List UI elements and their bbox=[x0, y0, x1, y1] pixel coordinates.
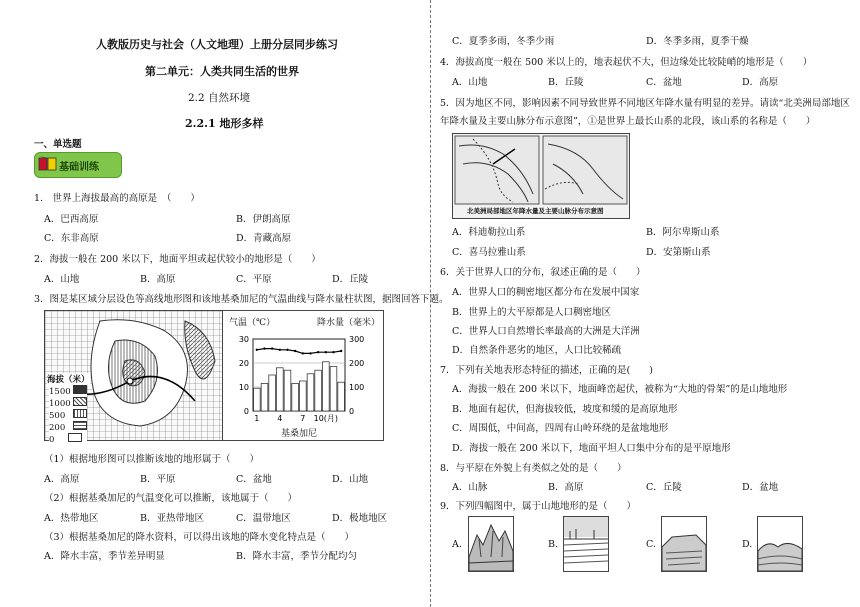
precip-bar bbox=[338, 382, 345, 411]
q3-climate-chart bbox=[222, 310, 384, 441]
subsection-title: 2.2.1 地形多样 bbox=[185, 117, 264, 130]
temperature-point bbox=[279, 349, 281, 351]
y-right-tick-label: 200 bbox=[349, 359, 365, 368]
precip-bar bbox=[323, 362, 330, 411]
q1-option-b[interactable]: B．伊朗高原 bbox=[236, 214, 291, 225]
q3-stem: 3．图是某区域分层设色等高线地形图和该地基桑加尼的气温曲线与降水量柱状图，据图回答下题。 bbox=[34, 294, 449, 305]
q3-sub1: （1）根据地形图可以推断该地的地形属于（ ） bbox=[44, 454, 260, 465]
precip-bar bbox=[315, 370, 322, 411]
unit-title: 第二单元：人类共同生活的世界 bbox=[145, 65, 299, 78]
q8-option-c[interactable]: C．丘陵 bbox=[646, 482, 682, 493]
precip-bar bbox=[307, 374, 314, 411]
q7-stem: 7．下列有关地表形态特征的描述，正确的是( ) bbox=[440, 365, 653, 376]
q3-sub3-option-d[interactable]: D．冬季多雨，夏季干燥 bbox=[646, 36, 749, 47]
q3-sub3-option-b[interactable]: B．降水丰富，季节分配均匀 bbox=[236, 551, 357, 562]
q6-stem: 6．关于世界人口的分布，叙述正确的是（ ） bbox=[440, 267, 646, 278]
precip-bar bbox=[269, 375, 276, 411]
q6-option-c[interactable]: C．世界人口自然增长率最高的大洲是大洋洲 bbox=[452, 326, 640, 337]
temperature-point bbox=[294, 350, 296, 352]
q7-option-b[interactable]: B．地面有起伏，但海拔较低，坡度和缓的是高原地形 bbox=[452, 404, 678, 415]
legend-item: 1000 bbox=[49, 397, 87, 409]
legend-item: 1500 bbox=[49, 385, 87, 397]
q1-option-a[interactable]: A．巴西高原 bbox=[44, 214, 99, 225]
q5-stem-line2: 年降水量及主要山脉分布示意图”，①是世界上最长山系的北段，该山系的名称是（ ） bbox=[440, 116, 816, 127]
q3-sub2-option-d[interactable]: D．极地地区 bbox=[332, 513, 388, 524]
q8-option-a[interactable]: A．山脉 bbox=[452, 482, 488, 493]
doc-title: 人教版历史与社会（人文地理）上册分层同步练习 bbox=[96, 38, 338, 51]
part-heading: 一、单选题 bbox=[34, 139, 82, 150]
book-icon bbox=[38, 155, 58, 173]
y-right-tick-label: 300 bbox=[349, 335, 365, 344]
temperature-point bbox=[325, 351, 327, 353]
hill-sketch-icon bbox=[758, 517, 802, 571]
chart-caption: 基桑加尼 bbox=[281, 429, 318, 439]
q4-option-a[interactable]: A．山地 bbox=[452, 77, 488, 88]
q4-option-b[interactable]: B．丘陵 bbox=[548, 77, 584, 88]
q5-option-b[interactable]: B．阿尔卑斯山系 bbox=[646, 227, 720, 238]
q3-sub3: （3）根据基桑加尼的降水资料，可以得出该地的降水变化特点是（ ） bbox=[44, 532, 355, 543]
badge-label: 基础训练 bbox=[59, 162, 99, 173]
temperature-point bbox=[332, 351, 334, 353]
y-right-tick-label: 100 bbox=[349, 383, 365, 392]
temperature-point bbox=[286, 349, 288, 351]
q9-image-d[interactable] bbox=[757, 516, 803, 572]
q9-stem: 9．下列四幅图中，属于山地地形的是（ ） bbox=[440, 501, 637, 512]
q5-option-c[interactable]: C．喜马拉雅山系 bbox=[452, 247, 526, 258]
precip-bar bbox=[261, 383, 268, 411]
q9-image-c[interactable] bbox=[661, 516, 707, 572]
q4-option-d[interactable]: D．高原 bbox=[742, 77, 779, 88]
q9-image-a[interactable] bbox=[468, 516, 514, 572]
legend-item: 0 bbox=[49, 433, 87, 445]
q4-stem: 4．海拔高度一般在 500 米以上的，地表起伏不大，但边缘处比较陡峭的地形是（ ） bbox=[440, 57, 813, 68]
q3-sub1-option-b[interactable]: B．平原 bbox=[140, 474, 176, 485]
plateau-sketch-icon bbox=[662, 517, 706, 571]
plain-sketch-icon bbox=[564, 517, 608, 571]
q7-option-d[interactable]: D．海拔一般在 200 米以下，地面平坦人口集中分布的是平原地形 bbox=[452, 443, 731, 454]
q5-option-a[interactable]: A．科迪勒拉山系 bbox=[452, 227, 526, 238]
y-left-tick-label: 30 bbox=[238, 335, 249, 344]
precip-bar bbox=[330, 367, 337, 411]
q6-option-b[interactable]: B．世界上的大平原都是人口稠密地区 bbox=[452, 307, 611, 318]
q3-sub3-option-c[interactable]: C．夏季多雨，冬季少雨 bbox=[452, 36, 555, 47]
temperature-point bbox=[309, 352, 311, 354]
q3-sub2-option-a[interactable]: A．热带地区 bbox=[44, 513, 99, 524]
q3-sub1-option-a[interactable]: A．高原 bbox=[44, 474, 80, 485]
q3-sub3-option-a[interactable]: A．降水丰富，季节差异明显 bbox=[44, 551, 165, 562]
temperature-point bbox=[302, 352, 304, 354]
q5-north-america-map bbox=[452, 133, 630, 219]
temperature-point bbox=[340, 350, 342, 352]
legend-item: 500 bbox=[49, 409, 87, 421]
q7-option-a[interactable]: A．海拔一般在 200 米以下，地面峰峦起伏，被称为“大地的骨架”的是山地地形 bbox=[452, 384, 788, 395]
q7-option-c[interactable]: C．周围低，中间高，四周有山岭环绕的是盆地地形 bbox=[452, 423, 669, 434]
training-badge bbox=[34, 152, 122, 178]
q6-option-a[interactable]: A．世界人口的稠密地区都分布在发展中国家 bbox=[452, 287, 640, 298]
column-divider bbox=[430, 0, 431, 607]
q5-stem-line1: 5．因为地区不同，影响因素不同导致世界不同地区年降水量有明显的差异。请读“北美洲局部地区 bbox=[440, 98, 850, 109]
precip-bar bbox=[292, 383, 299, 411]
y-left-tick-label: 0 bbox=[243, 407, 249, 416]
q6-option-d[interactable]: D．自然条件恶劣的地区，人口比较稀疏 bbox=[452, 345, 622, 356]
q4-option-c[interactable]: C．盆地 bbox=[646, 77, 682, 88]
q2-option-c[interactable]: C．平原 bbox=[236, 274, 272, 285]
temperature-point bbox=[256, 349, 258, 351]
q8-option-b[interactable]: B．高原 bbox=[548, 482, 584, 493]
x-tick-label: 10(月) bbox=[313, 414, 339, 423]
temperature-point bbox=[317, 351, 319, 353]
q1-option-c[interactable]: C．东非高原 bbox=[44, 233, 99, 244]
q2-stem: 2．海拔一般在 200 米以下，地面平坦或起伏较小的地形是（ ） bbox=[34, 254, 321, 265]
climate-chart-svg bbox=[223, 311, 383, 440]
precip-bar bbox=[284, 370, 291, 411]
temperature-point bbox=[271, 347, 273, 349]
x-tick-label: 1 bbox=[254, 414, 260, 423]
q2-option-d[interactable]: D．丘陵 bbox=[332, 274, 369, 285]
q3-sub1-option-c[interactable]: C．盆地 bbox=[236, 474, 272, 485]
q5-map-caption: 北美洲局部地区年降水量及主要山脉分布示意图 bbox=[467, 207, 604, 215]
section-title: 2.2 自然环境 bbox=[188, 92, 251, 104]
q9-option-b[interactable]: B. bbox=[548, 539, 559, 550]
y-left-tick-label: 20 bbox=[238, 359, 249, 368]
legend-title: 海拔（米） bbox=[47, 375, 90, 385]
temp-axis-label: 气温（℃） bbox=[229, 318, 276, 328]
q8-stem: 8．与平原在外貌上有类似之处的是（ ） bbox=[440, 463, 627, 474]
legend-item: 200 bbox=[49, 421, 87, 433]
precip-bar bbox=[277, 368, 284, 411]
q2-option-a[interactable]: A．山地 bbox=[44, 274, 80, 285]
q9-option-d[interactable]: D. bbox=[742, 539, 753, 550]
q5-option-d[interactable]: D．安第斯山系 bbox=[646, 247, 711, 258]
temperature-line bbox=[257, 349, 341, 354]
q3-sub1-option-d[interactable]: D．山地 bbox=[332, 474, 369, 485]
q9-option-c[interactable]: C. bbox=[646, 539, 656, 550]
precip-axis-label: 降水量（毫米） bbox=[317, 318, 381, 328]
precip-bar bbox=[254, 388, 261, 411]
q3-sub2-option-b[interactable]: B．亚热带地区 bbox=[140, 513, 204, 524]
q3-sub2: （2）根据基桑加尼的气温变化可以推断，该地属于（ ） bbox=[44, 493, 298, 504]
y-right-tick-label: 0 bbox=[349, 407, 355, 416]
q2-option-b[interactable]: B．高原 bbox=[140, 274, 176, 285]
mountain-sketch-icon bbox=[469, 517, 513, 571]
elevation-legend bbox=[49, 385, 87, 445]
q9-image-b[interactable] bbox=[563, 516, 609, 572]
q9-option-a[interactable]: A. bbox=[452, 539, 462, 550]
x-tick-label: 7 bbox=[300, 414, 306, 423]
q3-topo-map bbox=[44, 310, 224, 445]
x-tick-label: 4 bbox=[277, 414, 283, 423]
y-left-tick-label: 10 bbox=[238, 383, 249, 392]
precip-bar bbox=[300, 381, 307, 411]
q8-option-d[interactable]: D．盆地 bbox=[742, 482, 779, 493]
q3-sub2-option-c[interactable]: C．温带地区 bbox=[236, 513, 291, 524]
temperature-point bbox=[263, 347, 265, 349]
q1-option-d[interactable]: D．青藏高原 bbox=[236, 233, 292, 244]
q1-stem: 1. 世界上海拔最高的高原是 （ ） bbox=[34, 193, 200, 204]
